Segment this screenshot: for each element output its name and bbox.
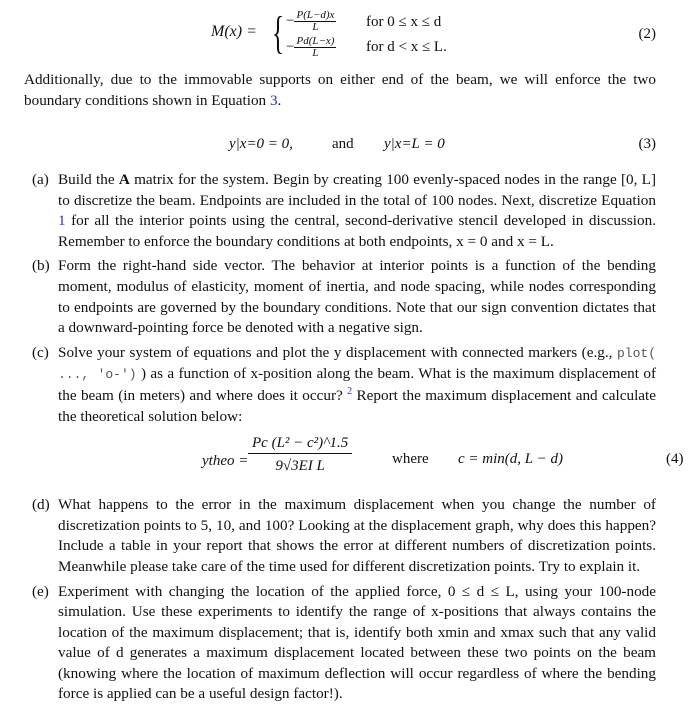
eq4-number: (4) (666, 451, 684, 468)
boundary-paragraph (24, 70, 656, 111)
task-a-text-1: Build the (58, 171, 119, 188)
eq4-where: where (392, 451, 429, 468)
task-a-text-3: for all the interior points using the central, second-derivative stencil developed in discussion. Remember to enforce the boundary conditions at both endpoints, x = 0 and x = L. (58, 212, 656, 250)
equation-4 (58, 433, 684, 491)
eq4-c-expression: c = min(d, L − d) (458, 451, 563, 468)
task-c-text-1: Solve your system of equations and plot the y displacement with connected markers (e.g., (58, 343, 617, 361)
task-c-text-2: ) as a function of x-position along the beam. What is the maximum displacement of the beam (in meters) and where does it occur? (58, 365, 656, 404)
eq4-numerator: Pc (L² − c²)^1.5 (248, 433, 352, 454)
task-c-text-3: Report the maximum displacement and calculate the theoretical solution below: (58, 386, 656, 425)
eq3-left: y|x=0 = 0, (229, 136, 293, 152)
task-label-a: (a) (32, 171, 49, 188)
equation-3-ref-link[interactable]: 3 (269, 91, 278, 109)
eq4-lhs: ytheo = (202, 453, 249, 470)
equation-3 (0, 134, 700, 156)
code-snippet: plot( ..., 'o-') (58, 345, 656, 383)
task-e-text: Experiment with changing the location of the applied force, 0 ≤ d ≤ L, using your 100-node simulation. Use these experiments to identify the range of x-positions that always contains the location of the maximum displacement; that is, identify both xmin and xmax such that any valid value of d generates a maximum displacement located between these two points on the beam (knowing where the location of maximum deflection will occur regardless of where the bending force is applied can be a useful design factor!). (58, 582, 656, 703)
eq2-case1-den: L (312, 21, 319, 33)
eq3-number: (3) (638, 136, 656, 152)
eq2-case1-num: P(L−d)x (296, 9, 335, 21)
eq4-fraction (248, 433, 352, 476)
eq2-case1-condition: for 0 ≤ x ≤ d (366, 14, 442, 30)
eq2-number: (2) (638, 26, 656, 42)
eq3-and: and (332, 136, 354, 152)
eq2-case2-num: Pd(L−x) (296, 35, 335, 47)
footnote-2-link[interactable]: 2 (347, 385, 353, 397)
eq2-lhs: M(x) = (211, 23, 257, 40)
task-label-d: (d) (32, 496, 50, 514)
eq2-case1: − $\frac{P(L-d)x}{L}$ (286, 9, 335, 33)
task-label-c: (c) (32, 343, 49, 361)
paragraph-text: Additionally, due to the immovable supports on either end of the beam, we will enforce the two boundary conditions shown in Equation (24, 71, 656, 109)
task-b-text: Form the right-hand side vector. The behavior at interior points is a function of the bending moment, modulus of elasticity, moment of inertia, and node spacing, while nodes corresponding to endpoints are governed by the boundary conditions. Note that our sign convention dictates that a downward-pointing force be denoted with a negative sign. (58, 257, 656, 337)
task-label-e: (e) (32, 582, 49, 600)
task-item-b (24, 256, 656, 338)
eq2-case2-condition: for d < x ≤ L. (366, 39, 447, 55)
task-item-c (24, 343, 684, 491)
task-item-d (24, 495, 656, 577)
equation-1-ref-link[interactable]: 1 (58, 212, 66, 230)
eq3-right: y|x=L = 0 (384, 136, 445, 152)
eq2-case2: − $\frac{Pd(L-x)}{L}$ (286, 35, 335, 59)
task-item-e (24, 582, 656, 706)
task-d-text: What happens to the error in the maximum displacement when you change the number of discretization points to 5, 10, and 100? Looking at the displacement graph, why does this happen? Include a table in your report that shows the error at different numbers of discretization points. Meanwhile please take care of the time used for different discretization points. Try to explain it. (58, 496, 656, 575)
task-a-bold: A (118, 171, 130, 188)
eq2-brace: { (272, 7, 285, 58)
equation-2 (0, 8, 700, 62)
eq2-case2-den: L (312, 47, 319, 59)
task-item-a (24, 170, 656, 252)
eq4-denominator: 9√3EI L (275, 458, 325, 475)
paragraph-period: . (277, 91, 282, 109)
task-label-b: (b) (32, 257, 50, 275)
task-a-text-2: matrix for the system. Begin by creating 100 evenly-spaced nodes in the range [0, L] to discretize the beam. Endpoints are included in the total of 100 nodes. Next, discretize Equation (58, 171, 657, 209)
task-list (24, 170, 684, 709)
